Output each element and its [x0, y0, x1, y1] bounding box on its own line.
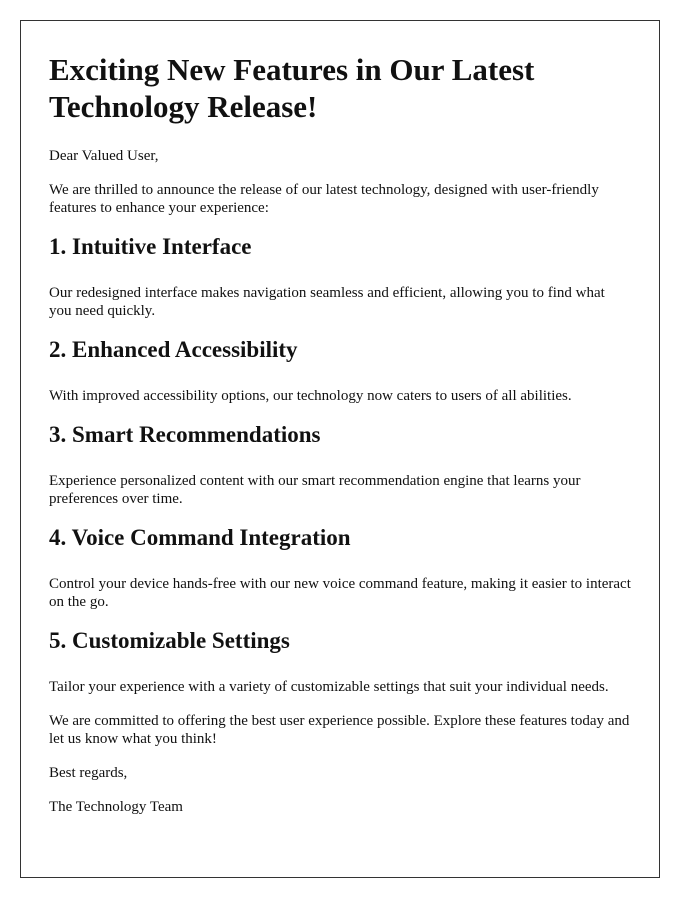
signature: The Technology Team — [49, 799, 183, 815]
closing-paragraph: We are committed to offering the best user experience possible. Explore these features today and let us know what you think! — [49, 713, 630, 747]
signoff: Best regards, — [49, 765, 128, 781]
feature-description: Our redesigned interface makes navigation seamless and efficient, allowing you to find what you need quickly. — [49, 285, 605, 319]
feature-section-3 — [49, 421, 631, 508]
intro-paragraph: We are thrilled to announce the release of our latest technology, designed with user-friendly features to enhance your experience: — [49, 182, 599, 216]
feature-section-4 — [49, 524, 631, 611]
feature-section-5 — [49, 627, 631, 696]
letter-container — [20, 20, 660, 878]
feature-heading: 5. Customizable Settings — [49, 628, 290, 653]
feature-heading: 2. Enhanced Accessibility — [49, 337, 298, 362]
feature-description: Experience personalized content with our smart recommendation engine that learns your preferences over time. — [49, 473, 581, 507]
feature-description: Control your device hands-free with our new voice command feature, making it easier to interact on the go. — [49, 576, 631, 610]
feature-heading: 1. Intuitive Interface — [49, 234, 252, 259]
feature-heading: 3. Smart Recommendations — [49, 422, 321, 447]
feature-heading: 4. Voice Command Integration — [49, 525, 351, 550]
feature-description: Tailor your experience with a variety of customizable settings that suit your individual needs. — [49, 679, 609, 695]
letter-title: Exciting New Features in Our Latest Technology Release! — [49, 52, 535, 124]
greeting: Dear Valued User, — [49, 148, 159, 164]
feature-description: With improved accessibility options, our technology now caters to users of all abilities. — [49, 388, 572, 404]
feature-section-2 — [49, 336, 631, 405]
feature-section-1 — [49, 233, 631, 320]
